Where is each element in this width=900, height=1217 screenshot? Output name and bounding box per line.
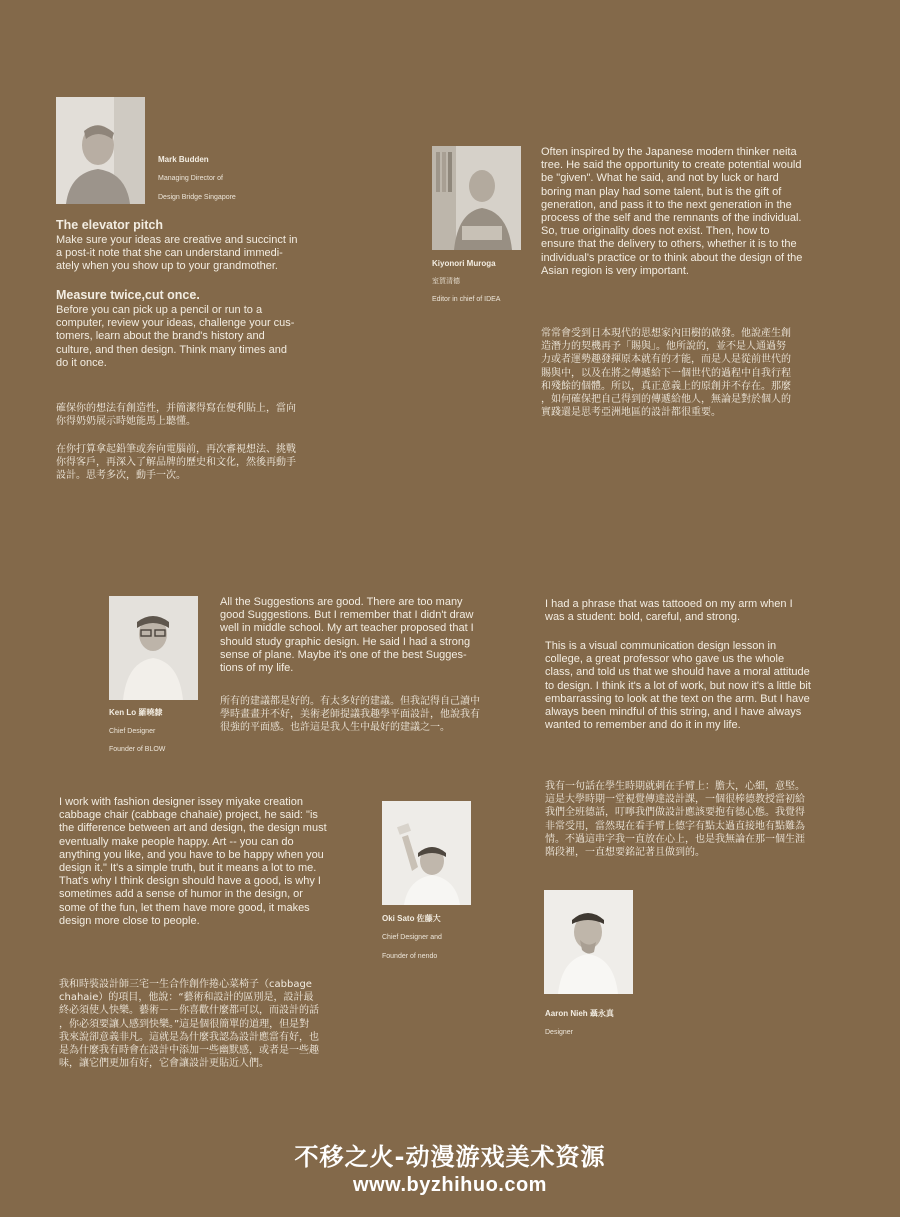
aaron-nieh-text-2: This is a visual communication design lesson in college, a great professor who gave us the whole class, and told us that we should have a moral attitude to design. I think it's a lot of work, but now it's a little bit embarrassing to look at the text on the arm. But I have always been mindful of this string, and I have always wanted to remember and do it in my life. (545, 640, 811, 732)
oki-sato-role-line2: Founder of nendo (382, 953, 438, 960)
kiyonori-muroga-text: Often inspired by the Japanese modern thinker neita tree. He said the opportunity to create potential would be "given". What he said, and not by luck or hard boring man play had some talent, but is the gift of generation, and pass it to the next generation in the process of the self and the remnants of the individual. So, true originality does not exist. Then, how to ensure that the delivery to others, whether it is to the individual's practice or to think about the design of the Asian region is very important. (541, 146, 803, 277)
portrait-image (109, 596, 198, 700)
kiyonori-muroga-name: Kiyonori Muroga (432, 259, 496, 268)
portrait-image (432, 146, 521, 250)
mark-budden-role-line1: Managing Director of (158, 175, 223, 182)
ken-lo-role-line2: Founder of BLOW (109, 746, 166, 753)
aaron-nieh-zh: 我有一句話在學生時期就刺在手臂上：膽大，心細，意堅。 這是大學時期一堂視覺傳達設計課，一個很棒德教授當初給 我們全班德話，叮嚀我們做設計應該要抱有德心態。我覺得 非常受用，當然現在看手臂上德字有點太過直接地有點難為 情。不過這串字我一直放在心上，也是我無論在那一個生涯 階段裡，一直想要銘記著且做到的。 (545, 781, 805, 859)
heading-measure-twice: Measure twice,cut once. (56, 288, 200, 302)
kiyonori-muroga-photo (432, 146, 521, 250)
aaron-nieh-name: Aaron Nieh 聶永真 (545, 1009, 614, 1018)
kiyonori-muroga-role: Editor in chief of IDEA (432, 296, 501, 303)
mark-budden-photo (56, 97, 145, 204)
portrait-image (382, 801, 471, 905)
kiyonori-muroga-name-zh: 室賀清德 (432, 278, 460, 285)
ken-lo-name: Ken Lo 羅曉隸 (109, 708, 163, 717)
portrait-image (56, 97, 145, 204)
oki-sato-text: I work with fashion designer issey miyake creation cabbage chair (cabbage chahaie) project, he said: "is the difference between art and design, the design must eventually make people happy. Art -- you can do anything you like, and you have to be happy when you design it." It's a simple truth, but it means a lot to me. That's why I think design should have a good, is why I sometimes add a sense of humor in the design, or some of the fun, let them have more good, it makes design more close to people. (59, 796, 327, 927)
oki-sato-role-line1: Chief Designer and (382, 934, 442, 941)
ken-lo-zh: 所有的建議都是好的。有太多好的建議。但我記得自己讀中 學時畫畫并不好，美術老師提議我趣學平面設計，他說我有 很強的平面感。也許這是我人生中最好的建議之一。 (220, 696, 480, 734)
elevator-pitch-text: Make sure your ideas are creative and succinct in a post-it note that she can understand immedi- ately when you show up to your grandmother. (56, 234, 298, 273)
watermark-title: 不移之火-动漫游戏美术资源 (294, 1143, 606, 1171)
portrait-image (544, 890, 633, 994)
mark-budden-name: Mark Budden (158, 155, 209, 164)
ken-lo-text: All the Suggestions are good. There are too many good Suggestions. But I remember that I didn't draw well in middle school. My art teacher proposed that I should study graphic design. He said I had a strong sense of plane. Maybe it's one of the best Sugges- tions of my life. (220, 596, 474, 675)
heading-elevator-pitch: The elevator pitch (56, 218, 163, 232)
measure-twice-text: Before you can pick up a pencil or run to a computer, review your ideas, challenge your cus- tomers, learn about the brand's history and culture, and then design. Think many times and do it once. (56, 304, 295, 369)
aaron-nieh-text-1: I had a phrase that was tattooed on my arm when I was a student: bold, careful, and strong. (545, 598, 793, 624)
watermark-url: www.byzhihuo.com (353, 1174, 547, 1196)
kiyonori-muroga-zh: 常常會受到日本現代的思想家內田樹的啟發。他說產生創 造潛力的契機再予「賜與」。他所說的，並不是人通過努 力或者運勢趣發揮原本就有的才能，而是人是從前世代的 賜與中，以及在將之傳遞給下一個世代的過程中自我行程 和殘餘的個體。所以，真正意義上的原創并不存在。那麼 ，如何確保把自己得到的傳遞給他人，無論是對於個人的 實踐還是思考亞洲地區的設計都很重要。 (541, 328, 791, 419)
mark-budden-zh-1: 確保你的想法有創造性，并簡潔得寫在便利貼上，當向 你得奶奶展示時她能馬上聽懂。 (56, 403, 296, 428)
oki-sato-zh: 我和時裝設計師三宅一生合作創作捲心菜椅子（cabbage chahaie）的項目，他說：“藝術和設計的區別是，設計最 終必須使人快樂。藝術－－你喜歡什麼都可以，而設計的話 ，你必須要讓人感到快樂。”這是個很簡單的道理，但是對 我來說卻意義非凡。這就是為什麼我認為設計應當有好，也 是為什麼我有時會在設計中添加一些幽默感，或者是一些趣 味，讓它們更加有好，它會讓設計更貼近人們。 (59, 979, 319, 1070)
aaron-nieh-photo (544, 890, 633, 994)
oki-sato-name: Oki Sato 佐藤大 (382, 914, 441, 923)
ken-lo-photo (109, 596, 198, 700)
mark-budden-zh-2: 在你打算拿起鉛筆或奔向電腦前，再次審視想法、挑戰 你得客戶，再深入了解品牌的歷史和文化，然後再動手 設計。思考多次，動手一次。 (56, 444, 296, 482)
mark-budden-role-line2: Design Bridge Singapore (158, 194, 236, 201)
aaron-nieh-role: Designer (545, 1029, 574, 1036)
oki-sato-photo (382, 801, 471, 905)
ken-lo-role-line1: Chief Designer (109, 728, 156, 735)
